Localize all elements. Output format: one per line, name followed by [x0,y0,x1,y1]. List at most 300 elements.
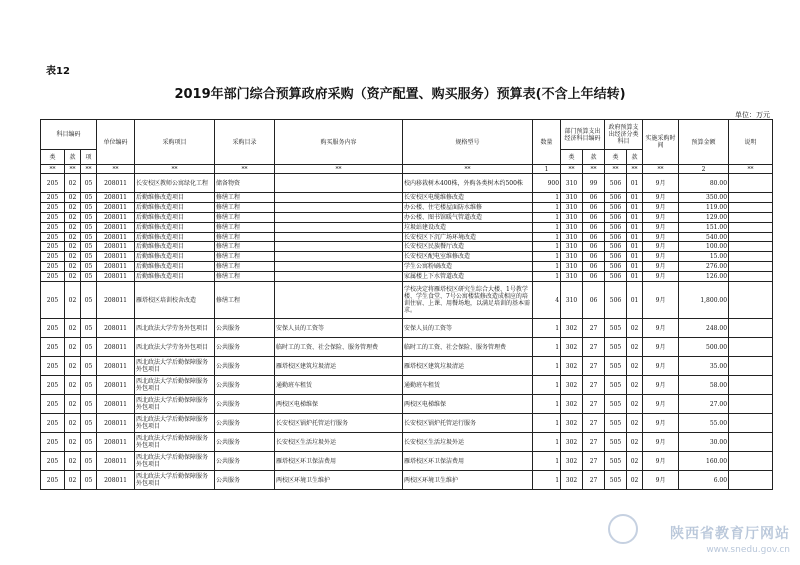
cell-spec: 长安校区锅炉托管运行服务 [403,414,533,433]
cell-time: 9月 [643,414,679,433]
marker-cell: ** [561,165,583,174]
cell-amount: 151.00 [679,222,729,232]
cell-unit: 208011 [97,414,135,433]
cell-e1: 302 [561,471,583,490]
cell-remarks [729,395,773,414]
table-row [41,174,773,193]
table-row [41,232,773,242]
marker-cell: ** [643,165,679,174]
cell-g1: 506 [605,282,627,319]
cell-amount: 276.00 [679,262,729,272]
cell-item: 长安校区教师公寓绿化工程 [135,174,215,193]
watermark-site-name: 陕西省教育厅网站 [670,526,790,542]
cell-kuan: 02 [65,414,81,433]
cell-lei: 205 [41,395,65,414]
cell-g1: 505 [605,414,627,433]
cell-qty: 900 [533,174,561,193]
cell-kuan: 02 [65,272,81,282]
cell-e1: 310 [561,262,583,272]
header-kuan: 款 [65,150,81,165]
cell-item: 后勤维修改造项目 [135,202,215,212]
cell-remarks [729,174,773,193]
cell-qty: 1 [533,452,561,471]
cell-g2: 02 [627,452,643,471]
cell-xiang: 05 [81,414,97,433]
cell-qty: 1 [533,395,561,414]
cell-amount: 126.00 [679,272,729,282]
cell-remarks [729,282,773,319]
cell-remarks [729,414,773,433]
cell-amount: 6.00 [679,471,729,490]
cell-g2: 02 [627,414,643,433]
cell-lei: 205 [41,222,65,232]
cell-e2: 06 [583,242,605,252]
cell-remarks [729,232,773,242]
cell-e1: 302 [561,414,583,433]
cell-xiang: 05 [81,395,97,414]
cell-qty: 1 [533,338,561,357]
cell-e2: 06 [583,212,605,222]
cell-amount: 58.00 [679,376,729,395]
cell-g1: 505 [605,471,627,490]
cell-unit: 208011 [97,262,135,272]
cell-lei: 205 [41,452,65,471]
cell-content [275,242,403,252]
cell-catalog: 修缮工程 [215,202,275,212]
cell-xiang: 05 [81,232,97,242]
cell-kuan: 02 [65,252,81,262]
cell-kuan: 02 [65,376,81,395]
cell-item: 后勤维修改造项目 [135,252,215,262]
header-unit-code: 单位编码 [97,120,135,165]
cell-unit: 208011 [97,282,135,319]
cell-catalog: 储备物资 [215,174,275,193]
cell-kuan: 02 [65,202,81,212]
cell-item: 后勤维修改造项目 [135,193,215,203]
marker-cell: ** [215,165,275,174]
cell-kuan: 02 [65,262,81,272]
cell-spec: 长安校区生活垃圾外运 [403,433,533,452]
table-number: 表12 [46,66,70,77]
cell-content: 雁塔校区环卫保洁费用 [275,452,403,471]
cell-e1: 310 [561,282,583,319]
cell-e1: 302 [561,357,583,376]
cell-item: 西北政法大学后勤保障服务外包项目 [135,414,215,433]
cell-time: 9月 [643,252,679,262]
cell-e2: 06 [583,193,605,203]
cell-e2: 27 [583,319,605,338]
cell-time: 9月 [643,242,679,252]
cell-amount: 248.00 [679,319,729,338]
unit-label: 单位：万元 [735,111,770,119]
table-row [41,222,773,232]
cell-spec: 安保人员的工资等 [403,319,533,338]
cell-xiang: 05 [81,252,97,262]
cell-e1: 310 [561,222,583,232]
marker-cell: ** [135,165,215,174]
cell-kuan: 02 [65,471,81,490]
header-proc-item: 采购项目 [135,120,215,165]
header-govt-econ-code: 政府预算支出经济分类科目 [605,120,643,150]
cell-g1: 506 [605,202,627,212]
cell-xiang: 05 [81,452,97,471]
cell-kuan: 02 [65,222,81,232]
cell-xiang: 05 [81,242,97,252]
cell-item: 西北政法大学后勤保障服务外包项目 [135,433,215,452]
cell-qty: 4 [533,282,561,319]
cell-e2: 27 [583,452,605,471]
cell-remarks [729,252,773,262]
cell-time: 9月 [643,202,679,212]
cell-remarks [729,272,773,282]
cell-unit: 208011 [97,272,135,282]
cell-kuan: 02 [65,338,81,357]
cell-xiang: 05 [81,174,97,193]
cell-content [275,202,403,212]
cell-spec: 办公楼、住宅楼屋面防水维修 [403,202,533,212]
cell-item: 后勤维修改造项目 [135,262,215,272]
table-row [41,338,773,357]
cell-item: 后勤维修改造项目 [135,222,215,232]
cell-kuan: 02 [65,212,81,222]
cell-content: 两校区电梯维保 [275,395,403,414]
cell-g1: 506 [605,212,627,222]
cell-qty: 1 [533,202,561,212]
cell-qty: 1 [533,212,561,222]
cell-catalog: 公共服务 [215,471,275,490]
header-econ-code: 部门预算支出经济科目编码 [561,120,605,150]
cell-content: 通勤班车租赁 [275,376,403,395]
cell-amount: 35.00 [679,357,729,376]
cell-amount: 30.00 [679,433,729,452]
table-row [41,252,773,262]
cell-e2: 27 [583,376,605,395]
cell-time: 9月 [643,338,679,357]
cell-unit: 208011 [97,357,135,376]
cell-kuan: 02 [65,433,81,452]
cell-g2: 02 [627,319,643,338]
cell-content [275,222,403,232]
cell-qty: 1 [533,193,561,203]
marker-cell: ** [97,165,135,174]
cell-g1: 506 [605,174,627,193]
cell-xiang: 05 [81,202,97,212]
cell-lei: 205 [41,357,65,376]
cell-item: 西北政法大学劳务外包项目 [135,319,215,338]
cell-item: 西北政法大学后勤保障服务外包项目 [135,357,215,376]
cell-spec: 校内移栽树木400株，外购各类树木约500株 [403,174,533,193]
cell-amount: 129.00 [679,212,729,222]
cell-lei: 205 [41,338,65,357]
cell-lei: 205 [41,282,65,319]
cell-catalog: 公共服务 [215,319,275,338]
header-econ-lei: 类 [561,150,583,165]
cell-e1: 310 [561,202,583,212]
cell-time: 9月 [643,395,679,414]
cell-content: 雁塔校区建筑垃圾清运 [275,357,403,376]
cell-time: 9月 [643,282,679,319]
cell-catalog: 修缮工程 [215,272,275,282]
cell-g2: 01 [627,272,643,282]
cell-qty: 1 [533,471,561,490]
cell-lei: 205 [41,174,65,193]
cell-kuan: 02 [65,242,81,252]
cell-e2: 27 [583,433,605,452]
cell-g2: 02 [627,376,643,395]
cell-e2: 99 [583,174,605,193]
cell-unit: 208011 [97,471,135,490]
cell-qty: 1 [533,222,561,232]
cell-e2: 06 [583,272,605,282]
cell-item: 西北政法大学劳务外包项目 [135,338,215,357]
marker-cell: ** [605,165,627,174]
cell-catalog: 公共服务 [215,357,275,376]
header-quantity: 数量 [533,120,561,165]
cell-e2: 06 [583,252,605,262]
cell-lei: 205 [41,272,65,282]
cell-unit: 208011 [97,174,135,193]
cell-remarks [729,357,773,376]
cell-xiang: 05 [81,376,97,395]
header-spec: 规格型号 [403,120,533,165]
cell-amount: 15.00 [679,252,729,262]
cell-e2: 06 [583,262,605,272]
cell-amount: 119.00 [679,202,729,212]
cell-catalog: 公共服务 [215,395,275,414]
cell-xiang: 05 [81,282,97,319]
header-subject-code: 科目编码 [41,120,97,150]
cell-qty: 1 [533,319,561,338]
cell-spec: 长安校区民族餐厅改造 [403,242,533,252]
cell-qty: 1 [533,252,561,262]
cell-amount: 80.00 [679,174,729,193]
cell-remarks [729,242,773,252]
table-row [41,193,773,203]
cell-xiang: 05 [81,212,97,222]
watermark-logo-icon [608,514,638,544]
header-govt-lei: 类 [605,150,627,165]
cell-time: 9月 [643,174,679,193]
marker-cell: ** [403,165,533,174]
cell-xiang: 05 [81,357,97,376]
cell-e1: 310 [561,212,583,222]
cell-xiang: 05 [81,222,97,232]
cell-unit: 208011 [97,376,135,395]
header-govt-kuan: 款 [627,150,643,165]
header-service-content: 购买服务内容 [275,120,403,165]
cell-spec: 家属楼上下水管道改造 [403,272,533,282]
watermark [670,523,790,555]
cell-lei: 205 [41,202,65,212]
cell-amount: 160.00 [679,452,729,471]
cell-e1: 310 [561,193,583,203]
table-row [41,414,773,433]
header-impl-time: 实施采购时间 [643,120,679,165]
table-row [41,376,773,395]
cell-lei: 205 [41,376,65,395]
cell-unit: 208011 [97,395,135,414]
cell-spec: 长安校区下沉广场环境改造 [403,232,533,242]
cell-item: 后勤维修改造项目 [135,232,215,242]
cell-content: 安保人员的工资等 [275,319,403,338]
cell-g1: 506 [605,252,627,262]
table-row [41,433,773,452]
marker-cell: 2 [679,165,729,174]
cell-unit: 208011 [97,452,135,471]
cell-lei: 205 [41,471,65,490]
cell-remarks [729,212,773,222]
cell-catalog: 公共服务 [215,376,275,395]
cell-kuan: 02 [65,232,81,242]
cell-spec: 雁塔校区建筑垃圾清运 [403,357,533,376]
header-proc-catalog: 采购目录 [215,120,275,165]
cell-catalog: 修缮工程 [215,252,275,262]
cell-spec: 长安校区电缆维修改造 [403,193,533,203]
cell-lei: 205 [41,193,65,203]
cell-g2: 01 [627,174,643,193]
cell-content: 长安校区锅炉托管运行服务 [275,414,403,433]
cell-item: 西北政法大学后勤保障服务外包项目 [135,471,215,490]
cell-g2: 01 [627,262,643,272]
cell-e1: 310 [561,174,583,193]
cell-g2: 02 [627,433,643,452]
cell-e2: 06 [583,282,605,319]
table-row [41,471,773,490]
cell-content [275,212,403,222]
cell-g1: 506 [605,242,627,252]
cell-amount: 500.00 [679,338,729,357]
table-row [41,452,773,471]
cell-lei: 205 [41,433,65,452]
marker-cell: ** [65,165,81,174]
cell-g1: 506 [605,193,627,203]
cell-g2: 01 [627,282,643,319]
cell-content [275,232,403,242]
cell-amount: 55.00 [679,414,729,433]
cell-xiang: 05 [81,262,97,272]
cell-content [275,252,403,262]
cell-unit: 208011 [97,202,135,212]
cell-catalog: 公共服务 [215,338,275,357]
cell-g2: 01 [627,232,643,242]
cell-g1: 505 [605,433,627,452]
cell-unit: 208011 [97,319,135,338]
cell-catalog: 修缮工程 [215,262,275,272]
cell-lei: 205 [41,232,65,242]
cell-time: 9月 [643,272,679,282]
cell-g1: 506 [605,232,627,242]
header-xiang: 项 [81,150,97,165]
table-row [41,319,773,338]
cell-time: 9月 [643,262,679,272]
cell-e1: 310 [561,232,583,242]
cell-xiang: 05 [81,338,97,357]
budget-table [40,119,773,490]
table-row [41,282,773,319]
cell-amount: 27.00 [679,395,729,414]
cell-lei: 205 [41,212,65,222]
cell-item: 后勤维修改造项目 [135,272,215,282]
cell-kuan: 02 [65,174,81,193]
cell-content [275,174,403,193]
marker-cell: ** [81,165,97,174]
cell-content [275,282,403,319]
cell-content: 临时工的工资、社会保险、服务管理费 [275,338,403,357]
cell-qty: 1 [533,232,561,242]
cell-lei: 205 [41,319,65,338]
cell-g2: 01 [627,242,643,252]
cell-spec: 雁塔校区环卫保洁费用 [403,452,533,471]
header-lei: 类 [41,150,65,165]
cell-item: 西北政法大学后勤保障服务外包项目 [135,395,215,414]
cell-g1: 505 [605,338,627,357]
cell-catalog: 公共服务 [215,433,275,452]
cell-e1: 302 [561,338,583,357]
cell-item: 雁塔校区培训校舍改造 [135,282,215,319]
cell-qty: 1 [533,272,561,282]
cell-remarks [729,376,773,395]
cell-remarks [729,338,773,357]
cell-g2: 02 [627,395,643,414]
table-row [41,262,773,272]
cell-g2: 02 [627,338,643,357]
cell-content [275,272,403,282]
cell-g2: 01 [627,222,643,232]
marker-cell: ** [729,165,773,174]
cell-g1: 505 [605,319,627,338]
cell-content: 长安校区生活垃圾外运 [275,433,403,452]
cell-g2: 01 [627,193,643,203]
marker-cell: ** [275,165,403,174]
cell-catalog: 修缮工程 [215,222,275,232]
cell-remarks [729,433,773,452]
cell-time: 9月 [643,212,679,222]
header-remarks: 说明 [729,120,773,165]
cell-amount: 1,800.00 [679,282,729,319]
cell-g1: 505 [605,395,627,414]
cell-e1: 302 [561,376,583,395]
cell-kuan: 02 [65,319,81,338]
cell-g2: 02 [627,471,643,490]
marker-cell: 1 [533,165,561,174]
cell-time: 9月 [643,433,679,452]
cell-e2: 27 [583,395,605,414]
cell-unit: 208011 [97,252,135,262]
cell-g1: 505 [605,376,627,395]
cell-time: 9月 [643,319,679,338]
watermark-url: www.snedu.gov.cn [706,545,790,555]
cell-kuan: 02 [65,395,81,414]
table-row [41,272,773,282]
cell-amount: 100.00 [679,242,729,252]
cell-spec: 垃圾站建设改造 [403,222,533,232]
cell-remarks [729,193,773,203]
cell-content [275,193,403,203]
cell-unit: 208011 [97,242,135,252]
cell-catalog: 修缮工程 [215,232,275,242]
cell-xiang: 05 [81,433,97,452]
marker-cell: ** [583,165,605,174]
cell-time: 9月 [643,232,679,242]
cell-e1: 302 [561,452,583,471]
cell-remarks [729,471,773,490]
cell-kuan: 02 [65,452,81,471]
cell-e2: 27 [583,338,605,357]
page-title: 2019年部门综合预算政府采购（资产配置、购买服务）预算表(不含上年结转) [174,87,626,102]
cell-g1: 506 [605,272,627,282]
header-budget-amount: 预算金额 [679,120,729,165]
cell-spec: 两校区电梯维保 [403,395,533,414]
